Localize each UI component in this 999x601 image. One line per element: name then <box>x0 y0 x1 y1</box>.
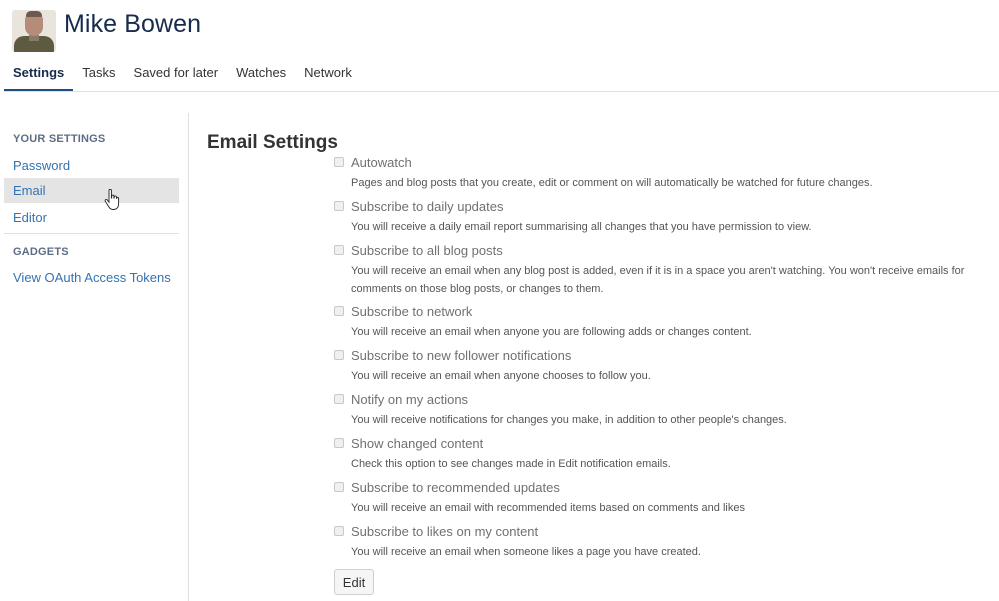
option-recommended-updates <box>334 477 999 521</box>
option-description: Check this option to see changes made in Edit notification emails. <box>351 458 671 470</box>
option-all-blog-posts <box>334 240 999 301</box>
option-daily-updates <box>334 196 999 240</box>
option-description: You will receive notifications for changes you make, in addition to other people's changes. <box>351 414 787 426</box>
sidebar-item-editor[interactable]: Editor <box>13 210 47 225</box>
all-blog-posts-checkbox[interactable] <box>334 245 344 255</box>
profile-tabs <box>4 62 361 92</box>
recommended-updates-checkbox[interactable] <box>334 482 344 492</box>
network-checkbox[interactable] <box>334 306 344 316</box>
option-label: Subscribe to recommended updates <box>351 479 560 495</box>
tab-saved-for-later[interactable]: Saved for later <box>133 65 219 80</box>
option-label: Subscribe to network <box>351 303 473 319</box>
option-show-changed-content <box>334 433 999 477</box>
option-description: You will receive an email when anyone chooses to follow you. <box>351 370 651 382</box>
sidebar-item-oauth-tokens[interactable]: View OAuth Access Tokens <box>13 270 171 285</box>
option-label: Subscribe to all blog posts <box>351 242 503 258</box>
autowatch-checkbox[interactable] <box>334 157 344 167</box>
show-changed-content-checkbox[interactable] <box>334 438 344 448</box>
hand-pointer-cursor-icon <box>104 189 120 211</box>
sidebar-separator <box>4 233 179 234</box>
sidebar-divider <box>188 113 189 601</box>
option-label: Show changed content <box>351 435 484 451</box>
sidebar-item-email[interactable]: Email <box>4 178 179 203</box>
email-options-list <box>334 152 999 565</box>
option-description: You will receive a daily email report summarising all changes that you have permission to view. <box>351 221 812 233</box>
tab-network[interactable]: Network <box>304 65 352 80</box>
option-autowatch <box>334 152 999 196</box>
option-description: Pages and blog posts that you create, edit or comment on will automatically be watched for future changes. <box>351 177 873 189</box>
option-description: You will receive an email when anyone you are following adds or changes content. <box>351 326 752 338</box>
tab-tasks[interactable]: Tasks <box>82 65 116 80</box>
daily-updates-checkbox[interactable] <box>334 201 344 211</box>
sidebar-heading-gadgets: GADGETS <box>13 246 69 258</box>
option-new-follower <box>334 345 999 389</box>
option-label: Notify on my actions <box>351 391 469 407</box>
avatar[interactable] <box>12 10 56 52</box>
new-follower-checkbox[interactable] <box>334 350 344 360</box>
option-label: Subscribe to likes on my content <box>351 523 539 539</box>
tabs-divider <box>4 91 999 92</box>
user-name: Mike Bowen <box>64 10 202 38</box>
option-network <box>334 301 999 345</box>
likes-on-content-checkbox[interactable] <box>334 526 344 536</box>
option-description: You will receive an email when someone likes a page you have created. <box>351 546 701 558</box>
option-notify-my-actions <box>334 389 999 433</box>
profile-header <box>0 0 999 93</box>
edit-button[interactable]: Edit <box>334 569 374 595</box>
option-label: Subscribe to daily updates <box>351 198 504 214</box>
settings-sidebar <box>0 113 188 601</box>
notify-my-actions-checkbox[interactable] <box>334 394 344 404</box>
sidebar-item-password[interactable]: Password <box>13 158 71 173</box>
page-title: Email Settings <box>207 132 338 153</box>
tab-watches[interactable]: Watches <box>236 65 287 80</box>
avatar-hair-shape <box>26 11 42 17</box>
option-label: Autowatch <box>351 154 412 170</box>
option-description: You will receive an email with recommended items based on comments and likes <box>351 502 745 514</box>
option-label: Subscribe to new follower notifications <box>351 347 572 363</box>
option-description: You will receive an email when any blog post is added, even if it is in a space you aren't watching. You won't receive emails for comments on those blog posts, or changes to them. <box>351 265 965 295</box>
sidebar-heading-your-settings: YOUR SETTINGS <box>13 133 106 145</box>
option-likes-on-content <box>334 521 999 565</box>
tab-settings[interactable]: Settings <box>4 62 73 92</box>
